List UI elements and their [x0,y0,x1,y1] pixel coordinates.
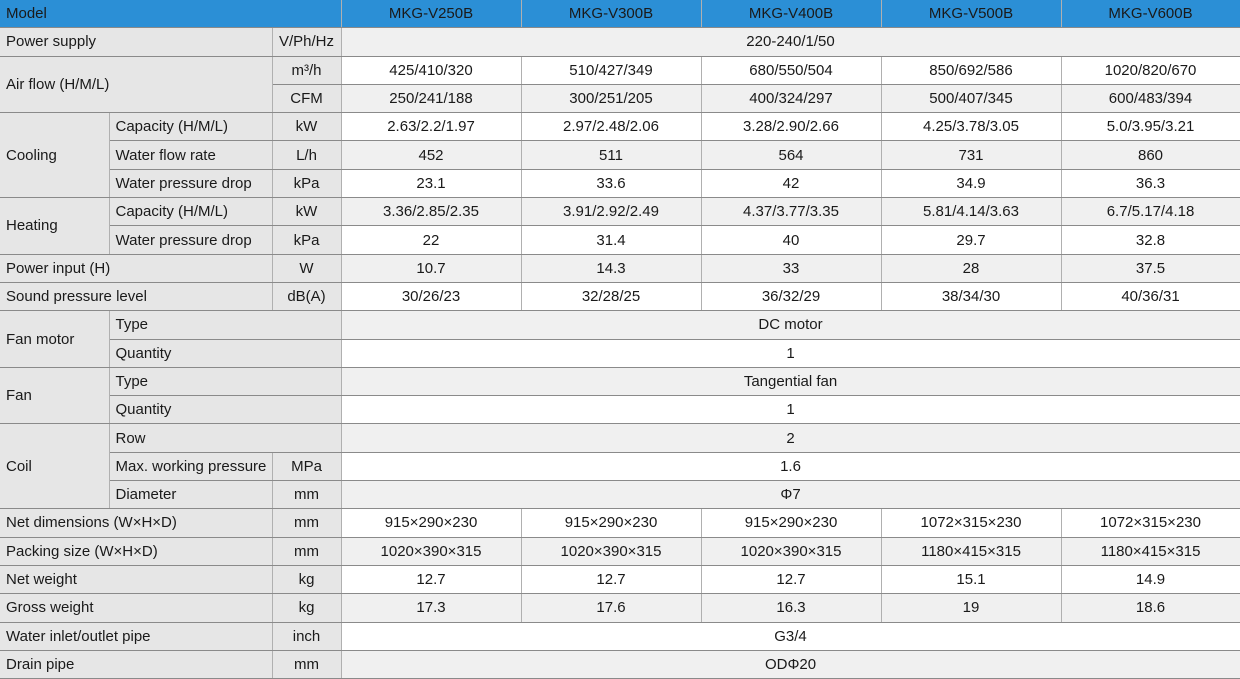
cell: 36/32/29 [701,282,881,310]
cell: 34.9 [881,169,1061,197]
row-unit: kg [272,594,341,622]
row-heating-drop [0,226,1240,254]
row-value: DC motor [341,311,1240,339]
row-value: 1 [341,339,1240,367]
cell: 3.28/2.90/2.66 [701,113,881,141]
cell: 1072×315×230 [881,509,1061,537]
cell: 1020×390×315 [341,537,521,565]
model-col: MKG-V400B [701,0,881,28]
row-cooling-drop [0,169,1240,197]
row-fan-motor-quantity [0,339,1240,367]
row-value: 1 [341,396,1240,424]
cell: 33.6 [521,169,701,197]
cell: 1180×415×315 [1061,537,1240,565]
cell: 564 [701,141,881,169]
row-label: Air flow (H/M/L) [0,56,272,113]
cell: 850/692/586 [881,56,1061,84]
cell: 31.4 [521,226,701,254]
row-net-dimensions [0,509,1240,537]
cell: 19 [881,594,1061,622]
model-col: MKG-V500B [881,0,1061,28]
cell: 23.1 [341,169,521,197]
cell: 300/251/205 [521,84,701,112]
cell: 36.3 [1061,169,1240,197]
row-net-weight [0,565,1240,593]
group-label: Fan [0,367,109,424]
row-cooling-flow [0,141,1240,169]
row-airflow-m3h [0,56,1240,84]
row-label: Water pressure drop [109,226,272,254]
row-unit: kW [272,113,341,141]
cell: 40 [701,226,881,254]
row-cooling-capacity [0,113,1240,141]
row-label: Type [109,367,341,395]
cell: 731 [881,141,1061,169]
cell: 510/427/349 [521,56,701,84]
cell: 4.25/3.78/3.05 [881,113,1061,141]
row-unit: mm [272,537,341,565]
row-unit: dB(A) [272,282,341,310]
cell: 915×290×230 [701,509,881,537]
cell: 250/241/188 [341,84,521,112]
row-unit: L/h [272,141,341,169]
row-label: Row [109,424,341,452]
row-unit: MPa [272,452,341,480]
cell: 6.7/5.17/4.18 [1061,198,1240,226]
cell: 860 [1061,141,1240,169]
row-label: Power supply [0,28,272,56]
row-value: 220-240/1/50 [341,28,1240,56]
row-water-pipe [0,622,1240,650]
row-unit: W [272,254,341,282]
row-coil-row [0,424,1240,452]
row-unit: CFM [272,84,341,112]
cell: 1180×415×315 [881,537,1061,565]
cell: 425/410/320 [341,56,521,84]
row-label: Drain pipe [0,650,272,678]
row-label: Power input (H) [0,254,272,282]
row-fan-motor-type [0,311,1240,339]
row-label: Water pressure drop [109,169,272,197]
row-label: Net dimensions (W×H×D) [0,509,272,537]
cell: 30/26/23 [341,282,521,310]
row-unit: mm [272,481,341,509]
cell: 16.3 [701,594,881,622]
group-label: Fan motor [0,311,109,368]
cell: 12.7 [701,565,881,593]
cell: 2.97/2.48/2.06 [521,113,701,141]
cell: 17.3 [341,594,521,622]
row-label: Packing size (W×H×D) [0,537,272,565]
cell: 3.36/2.85/2.35 [341,198,521,226]
row-value: 1.6 [341,452,1240,480]
cell: 22 [341,226,521,254]
cell: 680/550/504 [701,56,881,84]
cell: 1020×390×315 [701,537,881,565]
cell: 1020×390×315 [521,537,701,565]
row-label: Max. working pressure [109,452,272,480]
row-drain-pipe [0,650,1240,678]
row-fan-type [0,367,1240,395]
model-col: MKG-V250B [341,0,521,28]
cell: 1072×315×230 [1061,509,1240,537]
row-label: Capacity (H/M/L) [109,198,272,226]
cell: 400/324/297 [701,84,881,112]
cell: 32.8 [1061,226,1240,254]
row-unit: V/Ph/Hz [272,28,341,56]
cell: 17.6 [521,594,701,622]
row-value: 2 [341,424,1240,452]
row-coil-pressure [0,452,1240,480]
cell: 500/407/345 [881,84,1061,112]
row-label: Quantity [109,339,341,367]
group-label: Coil [0,424,109,509]
cell: 42 [701,169,881,197]
cell: 12.7 [341,565,521,593]
cell: 452 [341,141,521,169]
cell: 10.7 [341,254,521,282]
group-label: Heating [0,198,109,255]
header-row [0,0,1240,28]
row-label: Diameter [109,481,272,509]
cell: 5.0/3.95/3.21 [1061,113,1240,141]
cell: 2.63/2.2/1.97 [341,113,521,141]
row-value: Tangential fan [341,367,1240,395]
cell: 37.5 [1061,254,1240,282]
row-fan-quantity [0,396,1240,424]
row-unit: m³/h [272,56,341,84]
row-sound [0,282,1240,310]
cell: 40/36/31 [1061,282,1240,310]
cell: 18.6 [1061,594,1240,622]
cell: 14.3 [521,254,701,282]
row-unit: inch [272,622,341,650]
row-unit: mm [272,650,341,678]
row-value: G3/4 [341,622,1240,650]
cell: 28 [881,254,1061,282]
row-label: Capacity (H/M/L) [109,113,272,141]
cell: 3.91/2.92/2.49 [521,198,701,226]
row-coil-diameter [0,481,1240,509]
cell: 4.37/3.77/3.35 [701,198,881,226]
model-col: MKG-V300B [521,0,701,28]
cell: 511 [521,141,701,169]
row-power-supply [0,28,1240,56]
cell: 5.81/4.14/3.63 [881,198,1061,226]
cell: 12.7 [521,565,701,593]
row-label: Gross weight [0,594,272,622]
row-unit: kg [272,565,341,593]
cell: 32/28/25 [521,282,701,310]
row-value: Φ7 [341,481,1240,509]
row-unit: mm [272,509,341,537]
row-label: Type [109,311,341,339]
cell: 15.1 [881,565,1061,593]
row-value: ODΦ20 [341,650,1240,678]
row-label: Water inlet/outlet pipe [0,622,272,650]
cell: 14.9 [1061,565,1240,593]
cell: 1020/820/670 [1061,56,1240,84]
row-power-input [0,254,1240,282]
cell: 33 [701,254,881,282]
row-label: Net weight [0,565,272,593]
row-unit: kPa [272,169,341,197]
cell: 915×290×230 [521,509,701,537]
row-gross-weight [0,594,1240,622]
row-unit: kW [272,198,341,226]
model-header: Model [0,0,341,28]
row-label: Sound pressure level [0,282,272,310]
cell: 38/34/30 [881,282,1061,310]
model-col: MKG-V600B [1061,0,1240,28]
cell: 600/483/394 [1061,84,1240,112]
row-heating-capacity [0,198,1240,226]
row-packing-size [0,537,1240,565]
cell: 915×290×230 [341,509,521,537]
row-label: Quantity [109,396,341,424]
group-label: Cooling [0,113,109,198]
row-unit: kPa [272,226,341,254]
row-label: Water flow rate [109,141,272,169]
cell: 29.7 [881,226,1061,254]
